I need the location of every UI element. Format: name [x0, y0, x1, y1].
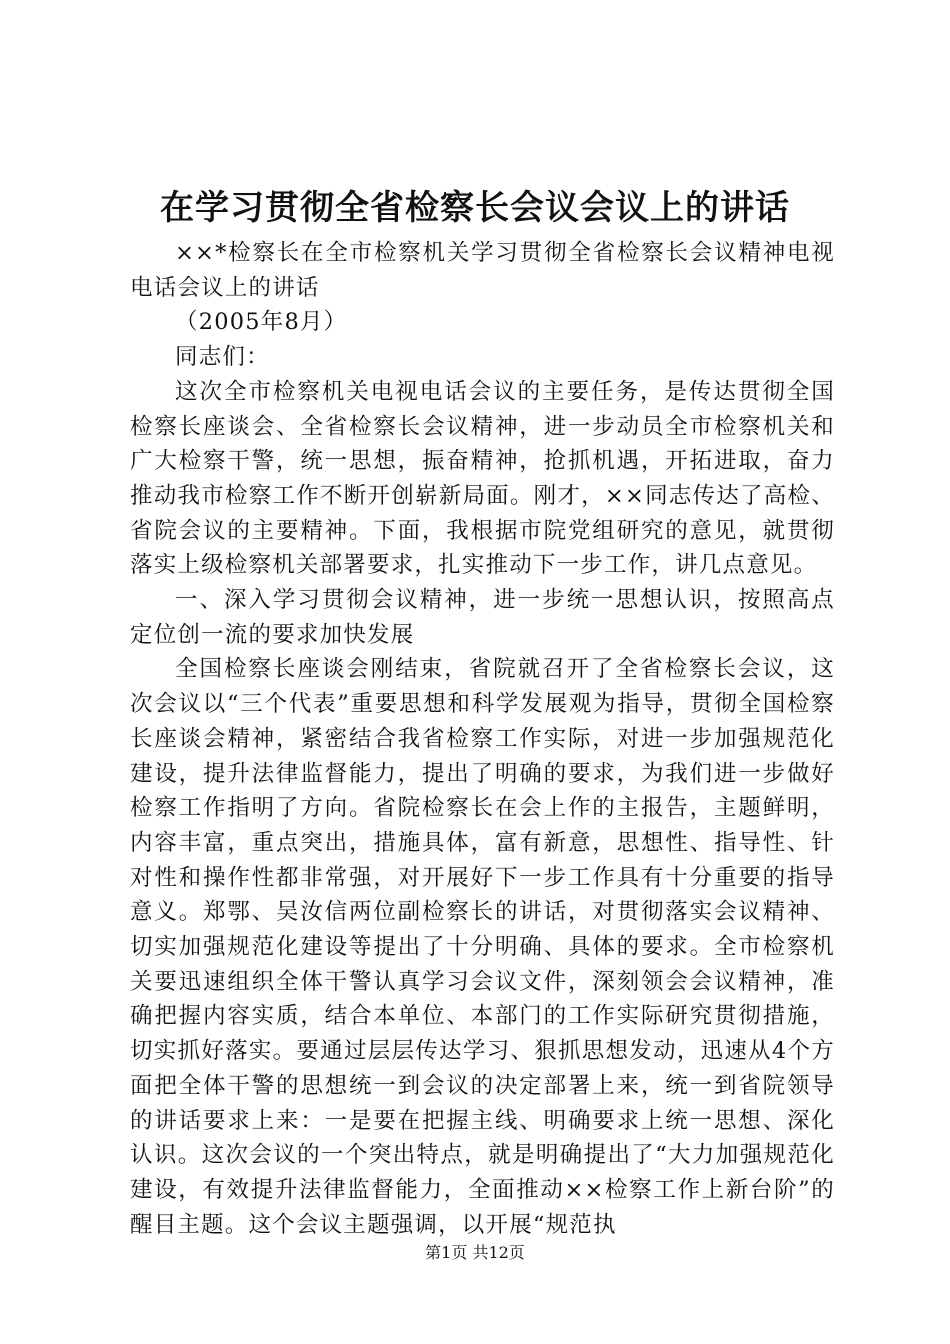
- paragraph-subtitle: ××*检察长在全市检察机关学习贯彻全省检察长会议精神电视电话会议上的讲话: [130, 240, 835, 301]
- paragraph-salutation: 同志们：: [175, 344, 270, 371]
- page-footer: 第1页 共12页: [425, 1243, 525, 1262]
- paragraph-date: （2005年8月）: [175, 309, 348, 336]
- paragraph-intro: 这次全市检察机关电视电话会议的主要任务，是传达贯彻全国检察长座谈会、全省检察长会议精神，进一步动员全市检察机关和广大检察干警，统一思想，振奋精神，抢抓机遇，开拓进取，奋力推动我市检察工作不断开创崭新局面。刚才，××同志传达了高检、省院会议的主要精神。下面，我根据市院党组研究的意见，就贯彻落实上级检察机关部署要求，扎实推动下一步工作，讲几点意见。: [130, 378, 835, 579]
- section-heading-1: 一、深入学习贯彻会议精神，进一步统一思想认识，按照高点定位创一流的要求加快发展: [130, 587, 835, 648]
- document-title: 在学习贯彻全省检察长会议会议上的讲话: [160, 188, 790, 228]
- document-body: [130, 236, 835, 1242]
- paragraph-body: 全国检察长座谈会刚结束，省院就召开了全省检察长会议，这次会议以“三个代表”重要思想和科学发展观为指导，贯彻全国检察长座谈会精神，紧密结合我省检察工作实际，对进一步加强规范化建设，提升法律监督能力，提出了明确的要求，为我们进一步做好检察工作指明了方向。省院检察长在会上作的主报告，主题鲜明，内容丰富，重点突出，措施具体，富有新意，思想性、指导性、针对性和操作性都非常强，对开展好下一步工作具有十分重要的指导意义。郑鄂、吴汝信两位副检察长的讲话，对贯彻落实会议精神、切实加强规范化建设等提出了十分明确、具体的要求。全市检察机关要迅速组织全体干警认真学习会议文件，深刻领会会议精神，准确把握内容实质，结合本单位、本部门的工作实际研究贯彻措施，切实抓好落实。要通过层层传达学习、狠抓思想发动，迅速从4个方面把全体干警的思想统一到会议的决定部署上来，统一到省院领导的讲话要求上来：一是要在把握主线、明确要求上统一思想、深化认识。这次会议的一个突出特点，就是明确提出了“大力加强规范化建设，有效提升法律监督能力，全面推动××检察工作上新台阶”的醒目主题。这个会议主题强调，以开展“规范执: [130, 656, 835, 1238]
